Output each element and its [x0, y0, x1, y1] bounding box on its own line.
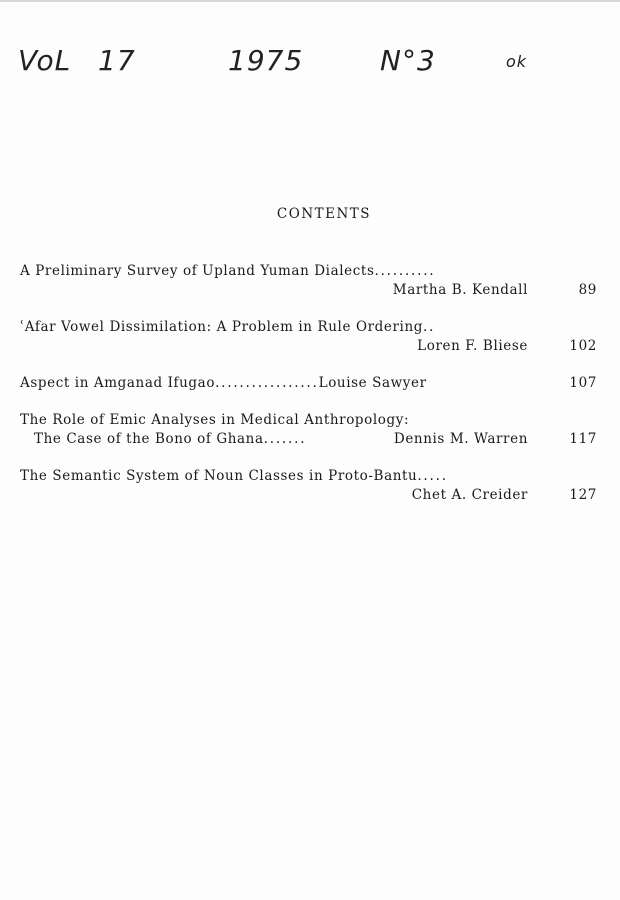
toc-author: Louise Sawyer	[318, 375, 427, 391]
toc-leader-dots: .................	[215, 375, 319, 391]
handwritten-issue: N°3	[380, 44, 436, 77]
toc-page-number: 102	[569, 338, 597, 354]
handwritten-check: ok	[506, 52, 528, 71]
toc-entry	[20, 467, 600, 505]
toc-page-number: 127	[569, 487, 597, 503]
toc-author: Chet A. Creider	[411, 487, 528, 503]
toc-page-number: 107	[569, 375, 597, 391]
toc-leader-dots: ..	[423, 319, 436, 335]
toc-entry	[20, 374, 600, 393]
scan-edge-rule	[0, 0, 620, 2]
toc-subtitle: The Case of the Bono of Ghana	[34, 431, 264, 447]
toc-leader-dots: ..........	[374, 263, 436, 279]
toc-title: ʿAfar Vowel Dissimilation: A Problem in Rule Ordering	[20, 319, 424, 335]
toc-title-line	[20, 411, 600, 430]
toc-title-line	[20, 467, 600, 486]
handwritten-year: 1975	[228, 44, 304, 77]
toc-entry	[20, 318, 600, 356]
toc-author-line	[20, 281, 600, 300]
toc-leader-dots: .....	[417, 468, 448, 484]
contents-heading: CONTENTS	[276, 206, 372, 222]
toc-author: Loren F. Bliese	[417, 338, 528, 354]
toc-author-line	[20, 486, 600, 505]
toc-page-number: 117	[569, 431, 597, 447]
toc-title: A Preliminary Survey of Upland Yuman Dialects	[20, 263, 375, 279]
toc-entry	[20, 411, 600, 449]
toc-title-line	[20, 374, 600, 393]
handwritten-volume-number: 17	[98, 44, 136, 77]
toc-title-line	[20, 318, 600, 337]
toc-author-line	[20, 337, 600, 356]
toc-leader-dots: .......	[263, 431, 307, 447]
toc-author: Dennis M. Warren	[393, 431, 528, 447]
toc-title: The Semantic System of Noun Classes in Proto-Bantu	[20, 468, 418, 484]
toc-author: Martha B. Kendall	[392, 282, 528, 298]
handwritten-vol: VoL	[18, 44, 72, 77]
table-of-contents	[20, 262, 600, 523]
toc-title: The Role of Emic Analyses in Medical Anthropology:	[20, 412, 410, 428]
toc-title: Aspect in Amganad Ifugao	[20, 375, 216, 391]
toc-title-line	[20, 262, 600, 281]
toc-subtitle-line	[20, 430, 600, 449]
toc-entry	[20, 262, 600, 300]
toc-page-number: 89	[578, 282, 597, 298]
